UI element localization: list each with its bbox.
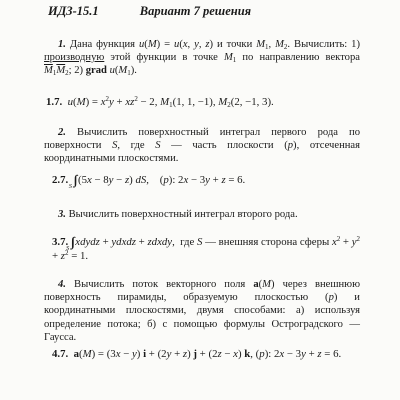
variant-label: Вариант 7 решения <box>139 4 252 18</box>
task-1-7 <box>46 96 358 109</box>
section-text: Вычислить поверхностный интеграл второго рода. <box>68 209 298 220</box>
section-text: Вычислить поток векторного поля a(M) через внешнюю поверхность пирамиды, образуемую плоскостью (p) и координатными плоскостями, двумя способами: а) используя определение потока; б) с помощью формулы Остроградского — Гаусса. <box>44 279 360 343</box>
section-3 <box>44 208 360 221</box>
section-number: 2. <box>58 127 66 138</box>
section-4 <box>44 278 360 344</box>
page-header <box>48 4 251 19</box>
task-number: 3.7. <box>52 236 69 248</box>
task-text: $\int\int_S(5x - 8y - z)$ dS, (p): 2x − 3y + z = 6. <box>68 172 246 190</box>
task-3-7 <box>52 234 364 264</box>
task-text: $u(M) = x^2y + xz^2 - 2$, $M_1(1$, 1, −1), $M_2(2$, −1, 3). <box>67 95 274 109</box>
section-number: 4. <box>58 279 66 290</box>
task-number: 2.7. <box>52 174 69 186</box>
task-number: 1.7. <box>46 96 63 108</box>
section-text: Дана функция u(M) = u(x, y, z) и точки $M_1$, $M_2$. Вычислить: 1) производную этой функции в точке $M_1$ по направлению вектора $\overline{M}_1\overline{M}_2$; 2) grad $u(M_1)$. <box>44 39 360 78</box>
task-4-7 <box>44 348 364 361</box>
task-text: a(M) = (3x − y) i + (2y + z) j + (2z − x) k, (p): 2x − 3y + z = 6. <box>73 348 342 360</box>
task-number: 4.7. <box>52 348 69 360</box>
section-1 <box>44 38 360 78</box>
section-number: 3. <box>58 209 66 220</box>
idz-label: ИДЗ-15.1 <box>48 4 99 18</box>
section-2 <box>44 126 360 166</box>
task-text: $\int\int_Sxdydz$ + ydxdz + zdxdy, где S — внешняя сторона сферы $x^2 + y^2 + z^2 = 1$. <box>52 234 361 263</box>
section-text: Вычислить поверхностный интеграл первого рода по поверхности S, где S — часть плоскости (p), отсеченная координатными плоскостями. <box>44 127 360 165</box>
section-number: 1. <box>58 39 66 50</box>
task-2-7 <box>52 172 364 188</box>
